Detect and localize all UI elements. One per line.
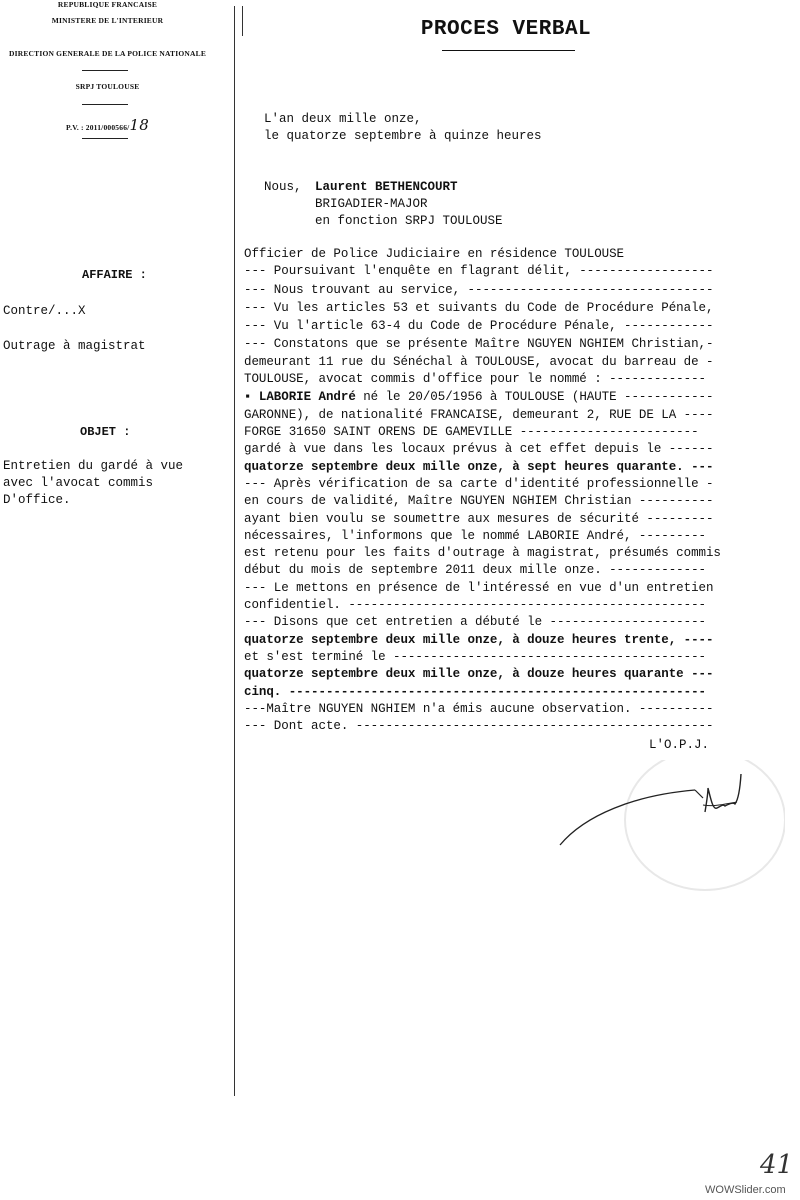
body-line: --- Poursuivant l'enquête en flagrant délit, ------------------ <box>244 264 714 278</box>
body-line-bold: cinq. -------------------------------------------------------- <box>244 685 706 699</box>
body-line-bold: quatorze septembre deux mille onze, à douze heures trente, ---- <box>244 633 714 647</box>
pv-number-text: P.V. : 2011/000566/ <box>66 123 130 132</box>
nous-label: Nous, <box>264 180 302 194</box>
objet-label: OBJET : <box>80 425 131 439</box>
margin-divider-line <box>234 6 235 1096</box>
date-line: L'an deux mille onze, <box>264 112 422 126</box>
suspect-name: ▪ LABORIE André <box>244 390 356 404</box>
body-line-bold: quatorze septembre deux mille onze, à douze heures quarante --- <box>244 667 714 681</box>
body-line: --- Le mettons en présence de l'intéressé en vue d'un entretien <box>244 581 714 595</box>
body-line: nécessaires, l'informons que le nommé LABORIE André, --------- <box>244 529 706 543</box>
header-republique: REPUBLIQUE FRANCAISE <box>57 0 158 9</box>
header-direction: DIRECTION GENERALE DE LA POLICE NATIONALE <box>8 49 207 58</box>
body-line: TOULOUSE, avocat commis d'office pour le nommé : ------------- <box>244 372 706 386</box>
body-line: --- Constatons que se présente Maître NGUYEN NGHIEM Christian,- <box>244 337 714 351</box>
body-line-text: né le 20/05/1956 à TOULOUSE (HAUTE ------------ <box>355 390 714 404</box>
document-title: PROCES VERBAL <box>420 18 592 41</box>
body-line: ayant bien voulu se soumettre aux mesures de sécurité --------- <box>244 512 714 526</box>
title-underline <box>442 50 575 51</box>
date-line: le quatorze septembre à quinze heures <box>264 129 542 143</box>
body-line: --- Vu l'article 63-4 du Code de Procédure Pénale, ------------ <box>244 319 714 333</box>
body-line: confidentiel. ------------------------------------------------ <box>244 598 706 612</box>
watermark: WOWSlider.com <box>705 1184 786 1196</box>
body-line: est retenu pour les faits d'outrage à magistrat, présumés commis <box>244 546 721 560</box>
header-separator <box>82 138 128 139</box>
pv-number <box>0 116 215 134</box>
header-separator <box>82 70 128 71</box>
body-line: demeurant 11 rue du Sénéchal à TOULOUSE, avocat du barreau de - <box>244 355 714 369</box>
objet-line: D'office. <box>3 493 71 507</box>
officer-signature <box>545 760 785 900</box>
header-separator <box>82 104 128 105</box>
affaire-line: Contre/...X <box>3 304 86 318</box>
header-ministere: MINISTERE DE L'INTERIEUR <box>51 16 164 25</box>
margin-divider-tick <box>242 6 243 36</box>
body-line: --- Dont acte. ------------------------------------------------ <box>244 719 714 733</box>
affaire-label: AFFAIRE : <box>82 268 147 282</box>
body-line: --- Disons que cet entretien a débuté le --------------------- <box>244 615 706 629</box>
body-line: gardé à vue dans les locaux prévus à cet effet depuis le ------ <box>244 442 714 456</box>
objet-line: Entretien du gardé à vue <box>3 459 184 473</box>
body-line: --- Après vérification de sa carte d'identité professionnelle - <box>244 477 714 491</box>
body-line: et s'est terminé le ------------------------------------------ <box>244 650 706 664</box>
header-service: SRPJ TOULOUSE <box>75 82 140 91</box>
affaire-line: Outrage à magistrat <box>3 339 146 353</box>
body-line <box>244 390 713 404</box>
body-line-bold: quatorze septembre deux mille onze, à sept heures quarante. --- <box>244 460 714 474</box>
pv-number-handwritten: 18 <box>129 116 149 134</box>
officer-name: Laurent BETHENCOURT <box>315 180 458 194</box>
body-line: --- Vu les articles 53 et suivants du Code de Procédure Pénale, <box>244 301 714 315</box>
body-line: début du mois de septembre 2011 deux mille onze. ------------- <box>244 563 706 577</box>
page-number-handwritten: 41 <box>760 1150 794 1180</box>
objet-line: avec l'avocat commis <box>3 476 154 490</box>
officer-function: en fonction SRPJ TOULOUSE <box>315 214 503 228</box>
body-line: FORGE 31650 SAINT ORENS DE GAMEVILLE ------------------------ <box>244 425 699 439</box>
body-line: ---Maître NGUYEN NGHIEM n'a émis aucune observation. ---------- <box>244 702 714 716</box>
body-line: en cours de validité, Maître NGUYEN NGHIEM Christian ---------- <box>244 494 714 508</box>
officer-rank: BRIGADIER-MAJOR <box>315 197 428 211</box>
body-line: --- Nous trouvant au service, --------------------------------- <box>244 283 714 297</box>
signature-label: L'O.P.J. <box>649 738 710 752</box>
body-line: GARONNE), de nationalité FRANCAISE, demeurant 2, RUE DE LA ---- <box>244 408 714 422</box>
body-line: Officier de Police Judiciaire en résidence TOULOUSE <box>244 247 625 261</box>
